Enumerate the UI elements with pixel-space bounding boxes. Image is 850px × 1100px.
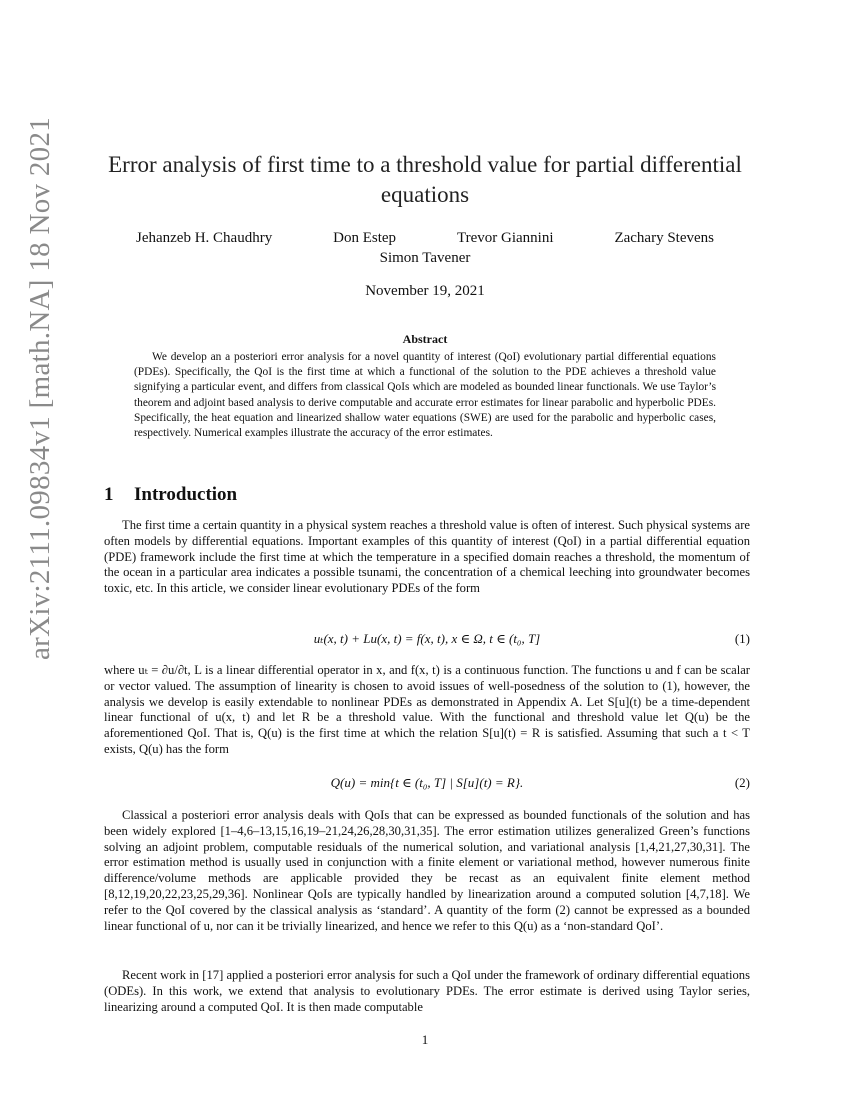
author-name: Simon Tavener (379, 250, 471, 266)
paragraph: Classical a posteriori error analysis deals with QoIs that can be expressed as bounded functionals of the solution and has been widely explored [1–4,6–13,15,16,19–21,24,26,28,30,31,35]. The error estimation utilizes generalized Green’s functions solving an adjoint problem, computable residuals of the numerical solution, and variational analysis [1,4,21,27,30,31]. The error estimation method is usually used in conjunction with a finite element or variational method, however numerous finite difference/volume methods are applicable provided they be recast as an equivalent finite element method [8,12,19,20,22,23,25,29,36]. Nonlinear QoIs are typically handled by linearization around a computed solution [4,7,18]. We refer to the QoI covered by the classical analysis as ‘standard’. A quantity of the form (2) cannot be expressed as a bounded linear functional of u, nor can it be trivially linearized, and hence we refer to this Q(u) as a ‘non-standard QoI’. (104, 808, 750, 933)
equation-number: (1) (734, 631, 750, 646)
author-name: Don Estep (333, 230, 397, 246)
arxiv-identifier-stamp: arXiv:2111.09834v1 [math.NA] 18 Nov 2021 (24, 116, 56, 660)
author-name: Zachary Stevens (614, 230, 714, 246)
author-name: Jehanzeb H. Chaudhry (136, 230, 273, 246)
abstract-body: We develop an a posteriori error analysis for a novel quantity of interest (QoI) evolutionary partial differential equations (PDEs). Specifically, the QoI is the first time at which a functional of the solution to the PDE achieves a threshold value signifying a particular event, and differs from classical QoIs which are modeled as bounded linear functionals. We use Taylor’s theorem and adjoint based analysis to derive computable and accurate error estimates for linear parabolic and hyperbolic PDEs. Specifically, the heat equation and linearized shallow water equations (SWE) are used for the parabolic and hyperbolic cases, respectively. Numerical examples illustrate the accuracy of the error estimates. (134, 351, 716, 440)
equation-expression: uₜ(x, t) + Lu(x, t) = f(x, t), x ∈ Ω, t ∈ (t₀, T] (313, 631, 541, 646)
section-title: Introduction (134, 484, 238, 505)
section-number: 1 (104, 484, 114, 505)
paper-date: November 19, 2021 (365, 283, 485, 299)
author-name: Trevor Giannini (456, 230, 554, 246)
section-heading (104, 484, 237, 506)
equation-1 (104, 631, 750, 649)
author-list (100, 228, 750, 268)
page-number: 1 (421, 1032, 429, 1047)
abstract-heading: Abstract (402, 332, 448, 346)
equation-expression: Q(u) = min{t ∈ (t₀, T] | S[u](t) = R}. (330, 775, 524, 790)
equation-2 (104, 775, 750, 793)
equation-number: (2) (734, 775, 750, 790)
paper-title: Error analysis of first time to a threshold value for partial differential equations (108, 152, 742, 207)
paragraph: The first time a certain quantity in a physical system reaches a threshold value is often of interest. Such physical systems are often models by differential equations. Important examples of this quantity of interest (QoI) in a partial differential equation (PDE) framework include the first time at which the temperature in a specified domain reaches a threshold, the momentum of the ocean in a particular area indicates a possible tsunami, the concentration of a chemical leeching into groundwater becomes toxic, etc. In this article, we consider linear evolutionary PDEs of the form (104, 518, 750, 596)
paragraph: Recent work in [17] applied a posteriori error analysis for such a QoI under the framework of ordinary differential equations (ODEs). In this work, we extend that analysis to evolutionary PDEs. The error estimate is derived using Taylor series, linearizing around a computed QoI. It is then made computable (104, 968, 750, 1014)
paragraph: where uₜ = ∂u/∂t, L is a linear differential operator in x, and f(x, t) is a continuous function. The functions u and f can be scalar or vector valued. The assumption of linearity is chosen to avoid issues of well-posedness of the solution to (1), however, the analysis we develop is easily extendable to nonlinear PDEs as demonstrated in Appendix A. Let S[u](t) be a time-dependent linear functional of u(x, t) and let R be a threshold value. With the functional and threshold value let Q(u) be the aforementioned QoI. That is, Q(u) is the first time at which the relation S[u](t) = R is satisfied. Assuming that such a t < T exists, Q(u) has the form (104, 663, 750, 756)
